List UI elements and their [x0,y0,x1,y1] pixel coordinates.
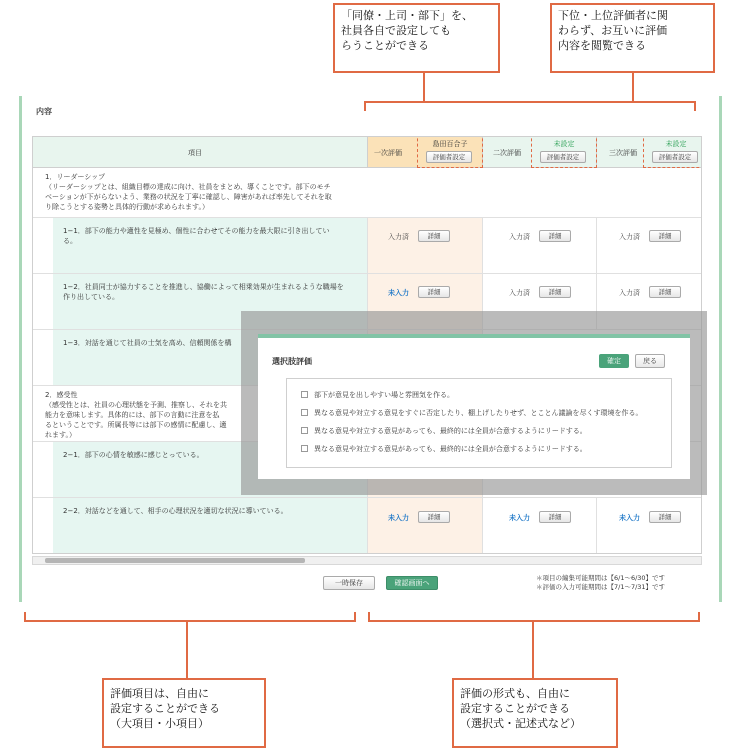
connector [364,101,696,103]
status-label: 未入力 [388,514,409,522]
status-label: 未入力 [619,514,640,522]
option-label: 部下が意見を出しやすい場と雰囲気を作る。 [314,391,454,399]
set-evaluator-button[interactable]: 評価者設定 [540,151,586,163]
detail-button[interactable]: 詳細 [418,230,450,242]
checkbox[interactable] [301,409,308,416]
status-label: 未入力 [509,514,530,522]
status-label: 未入力 [388,289,409,297]
status-label: 入力済 [619,289,640,297]
connector [694,101,696,111]
modal-title: 選択肢評価 [272,357,312,366]
first-eval-cell [368,498,483,554]
item-cell [53,498,368,554]
confirm-button[interactable]: 確定 [599,354,629,368]
option-item[interactable] [301,426,587,436]
second-eval-cell [483,498,597,554]
item-text: 1−1．部下の能力や適性を見極め、個性に合わせてその能力を最大限に引き出してい る。 [63,227,330,245]
edit-period-note: ＊項目の編集可能期間は【6/1〜6/30】です [536,574,666,582]
scrollbar-thumb[interactable] [45,558,305,563]
table-row [33,498,702,554]
second-eval-cell [483,218,597,273]
evaluator-unset: 未設定 [553,140,575,148]
option-item[interactable] [301,390,454,400]
bracket [698,612,700,622]
header-item [33,137,368,168]
connector [364,101,366,111]
checkbox[interactable] [301,445,308,452]
frame-left [19,96,22,602]
detail-button[interactable]: 詳細 [649,286,681,298]
status-label: 入力済 [619,233,640,241]
option-label: 異なる意見や対立する意見があっても、最終的には全員が合意するようにリードする。 [314,427,587,435]
major-item-row [33,168,702,218]
option-label: 異なる意見や対立する意見をすぐに否定したり、棚上げしたりせず、とことん議論を尽くす環境を作る。 [314,409,643,417]
option-label: 異なる意見や対立する意見があっても、最終的には全員が合意するようにリードする。 [314,445,587,453]
detail-button[interactable]: 詳細 [539,511,571,523]
item-text: 2−1．部下の心情を敏感に感じとっている。 [63,451,204,459]
input-period-note: ＊評価の入力可能期間は【7/1〜7/31】です [536,583,666,591]
confirm-screen-button[interactable]: 確認画面へ [386,576,438,590]
evaluator-unset: 未設定 [665,140,687,148]
header-second-label: 二次評価 [493,149,521,157]
item-text: 1−3．対話を通じて社員の士気を高め、信頼関係を構 [63,339,232,347]
choice-eval-modal [258,334,690,479]
detail-button[interactable]: 詳細 [649,230,681,242]
connector [186,620,188,678]
bracket [24,620,356,622]
callout-text: 評価項目は、自由に 設定することができる （大項目・小項目） [110,687,220,730]
options-list [286,378,672,468]
third-eval-cell [597,218,702,273]
item-cell [53,218,368,273]
option-item[interactable] [301,408,642,418]
callout-text: 評価の形式も、自由に 設定することができる （選択式・記述式など） [460,687,581,730]
major-item-text: 2．感受性 （感受性とは、社員の心理状態を予測、推察し、それを共 能力を意味します。具体的には、部下の言動に注意を払 るということです。所属長等には部下の感情に配慮し、適 れます。） [45,391,227,439]
evaluator-name: 島田百合子 [432,140,468,148]
detail-button[interactable]: 詳細 [649,511,681,523]
header-item-label: 項目 [188,149,202,157]
option-item[interactable] [301,444,587,454]
major-item-text: 1．リーダーシップ （リーダーシップとは、組織目標の達成に向け、社員をまとめ、導くことです。部下のモチ ベーションが下がらないよう、業務の状況を丁寧に確認し、障害があれば率先してそれを取 り除こうとする姿勢と具体的行動が求められます。） [45,173,332,211]
connector [632,73,634,102]
bracket [368,620,700,622]
item-text: 2−2．対話などを通して、相手の心理状況を適切な状況に導いている。 [63,507,288,515]
callout-text: 下位・上位評価者に関 わらず、お互いに評価 内容を閲覧できる [558,9,668,52]
connector [423,73,425,102]
detail-button[interactable]: 詳細 [418,511,450,523]
section-title: 内容 [36,107,52,116]
status-label: 入力済 [509,233,530,241]
detail-button[interactable]: 詳細 [539,286,571,298]
callout-mutual-view [550,3,715,73]
frame-right [719,96,722,602]
header-third-label: 三次評価 [609,149,637,157]
status-label: 入力済 [509,289,530,297]
bracket [354,612,356,622]
checkbox[interactable] [301,391,308,398]
table-row [33,218,702,274]
horizontal-scrollbar[interactable] [32,556,702,565]
connector [532,620,534,678]
back-button[interactable]: 戻る [635,354,665,368]
status-label: 入力済 [388,233,409,241]
callout-format-free [452,678,618,748]
header-first-label: 一次評価 [374,149,402,157]
third-eval-cell [597,498,702,554]
set-evaluator-button[interactable]: 評価者設定 [652,151,698,163]
set-evaluator-button[interactable]: 評価者設定 [426,151,472,163]
detail-button[interactable]: 詳細 [418,286,450,298]
callout-items-free [102,678,266,748]
temp-save-button[interactable]: 一時保存 [323,576,375,590]
checkbox[interactable] [301,427,308,434]
callout-peer-setting [333,3,500,73]
first-eval-cell [368,218,483,273]
detail-button[interactable]: 詳細 [539,230,571,242]
callout-text: 「同僚・上司・部下」を、 社員各自で設定しても らうことができる [341,9,473,52]
item-text: 1−2．社員同士が協力することを推進し、協働によって相乗効果が生まれるような職場を 作り出している。 [63,283,344,301]
